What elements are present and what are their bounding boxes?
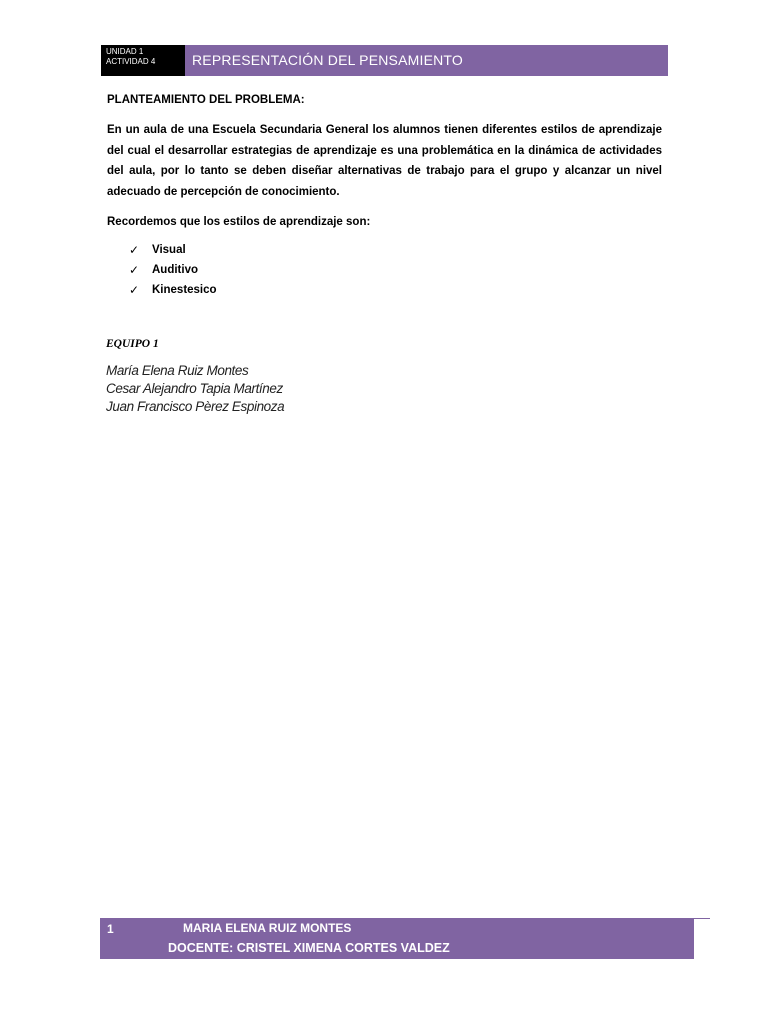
problem-heading: PLANTEAMIENTO DEL PROBLEMA: — [107, 94, 305, 106]
learning-styles-list — [107, 240, 662, 300]
footer-author: MARIA ELENA RUIZ MONTES — [183, 921, 352, 935]
checkmark-icon: ✓ — [129, 243, 140, 257]
list-item-label: Visual — [152, 244, 186, 256]
list-item — [129, 280, 662, 300]
header-title: REPRESENTACIÓN DEL PENSAMIENTO — [192, 52, 464, 68]
checkmark-icon: ✓ — [129, 263, 140, 277]
checkmark-icon: ✓ — [129, 283, 140, 297]
team-title: EQUIPO 1 — [106, 338, 159, 350]
list-item — [129, 240, 662, 260]
list-item-label: Kinestesico — [152, 284, 217, 296]
footer-teacher: DOCENTE: CRISTEL XIMENA CORTES VALDEZ — [168, 941, 450, 955]
list-item-label: Auditivo — [152, 264, 198, 276]
team-member: María Elena Ruiz Montes — [106, 363, 249, 378]
header-unit: UNIDAD 1 — [106, 47, 144, 56]
team-member: Juan Francisco Pèrez Espinoza — [106, 399, 285, 414]
styles-intro: Recordemos que los estilos de aprendizaje son: — [107, 216, 371, 228]
header-activity: ACTIVIDAD 4 — [106, 57, 156, 66]
header-unit-block — [101, 45, 185, 76]
team-member: Cesar Alejandro Tapia Martínez — [106, 381, 283, 396]
list-item — [129, 260, 662, 280]
page-header — [101, 45, 668, 76]
document-body — [107, 94, 662, 416]
page-number: 1 — [107, 922, 114, 936]
page-footer — [100, 919, 694, 959]
problem-paragraph: En un aula de una Escuela Secundaria General los alumnos tienen diferentes estilos de aprendizaje del cual el desarrollar estrategias de aprendizaje es una problemática en la dinámica de actividades del aula, por lo tanto se deben diseñar alternativas de trabajo para el grupo y alcanzar un nivel adecuado de percepción de conocimiento. — [107, 124, 662, 198]
